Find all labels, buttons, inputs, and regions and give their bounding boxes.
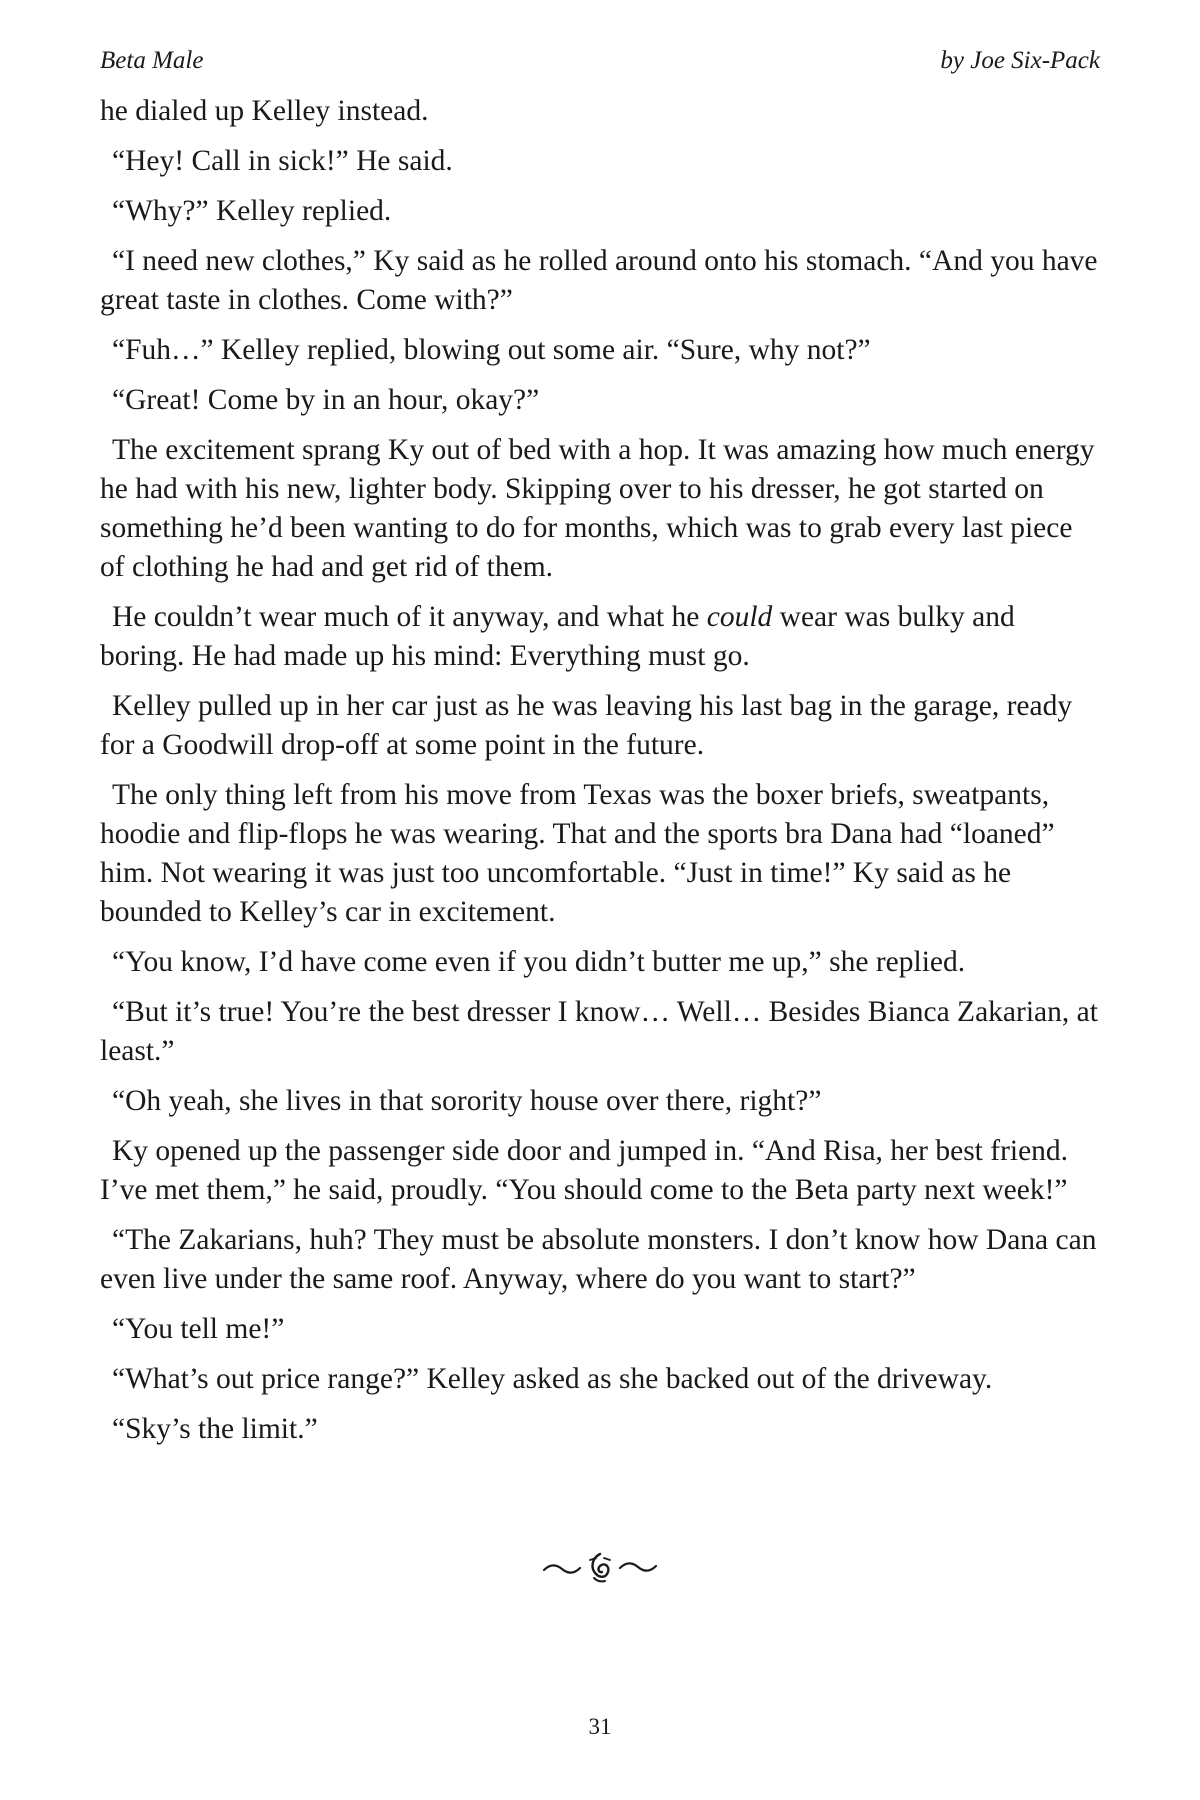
paragraph: [100, 598, 1100, 676]
paragraph: “Fuh…” Kelley replied, blowing out some air. “Sure, why not?”: [112, 334, 871, 366]
page-number: 31: [588, 1714, 612, 1739]
paragraph: “What’s out price range?” Kelley asked as she backed out of the driveway.: [112, 1363, 993, 1395]
paragraph: “You know, I’d have come even if you didn’t butter me up,” she replied.: [112, 946, 966, 978]
paragraph-text: He couldn’t wear much of it anyway, and what he: [112, 601, 707, 633]
paragraph: “Oh yeah, she lives in that sorority house over there, right?”: [112, 1085, 822, 1117]
paragraph: “The Zakarians, huh? They must be absolute monsters. I don’t know how Dana can even live under the same roof. Anyway, where do you want to start?”: [100, 1224, 1097, 1295]
paragraph: Ky opened up the passenger side door and jumped in. “And Risa, her best friend. I’ve met them,” he said, proudly. “You should come to the Beta party next week!”: [100, 1135, 1069, 1206]
paragraph-text: wear was bulky and boring. He had made up his mind: Everything must go.: [100, 601, 1015, 672]
paragraph: The excitement sprang Ky out of bed with a hop. It was amazing how much energy he had with his new, lighter body. Skipping over to his dresser, he got started on something he’d been wanting to do for months, which was to grab every last piece of clothing he had and get rid of them.: [100, 434, 1095, 583]
paragraph: “Hey! Call in sick!” He said.: [112, 145, 453, 177]
book-title: Beta Male: [100, 47, 204, 74]
body-text: [100, 92, 1100, 1460]
paragraph: “Sky’s the limit.”: [112, 1413, 318, 1445]
paragraph: he dialed up Kelley instead.: [100, 95, 429, 127]
author-byline: by Joe Six-Pack: [940, 47, 1100, 74]
paragraph: “Great! Come by in an hour, okay?”: [112, 384, 540, 416]
paragraph: “I need new clothes,” Ky said as he rolled around onto his stomach. “And you have great taste in clothes. Come with?”: [100, 245, 1098, 316]
paragraph: “But it’s true! You’re the best dresser I know… Well… Besides Bianca Zakarian, at least.”: [100, 996, 1098, 1067]
paragraph: Kelley pulled up in her car just as he was leaving his last bag in the garage, ready for a Goodwill drop-off at some point in the future.: [100, 690, 1073, 761]
paragraph: “Why?” Kelley replied.: [112, 195, 392, 227]
running-header: [100, 44, 1100, 78]
paragraph: “You tell me!”: [112, 1313, 285, 1345]
fleuron-divider-icon: [540, 1548, 660, 1588]
paragraph: The only thing left from his move from Texas was the boxer briefs, sweatpants, hoodie and flip-flops he was wearing. That and the sports bra Dana had “loaned” him. Not wearing it was just too uncomfortable. “Just in time!” Ky said as he bounded to Kelley’s car in excitement.: [100, 779, 1055, 928]
emphasized-word: could: [706, 601, 773, 633]
